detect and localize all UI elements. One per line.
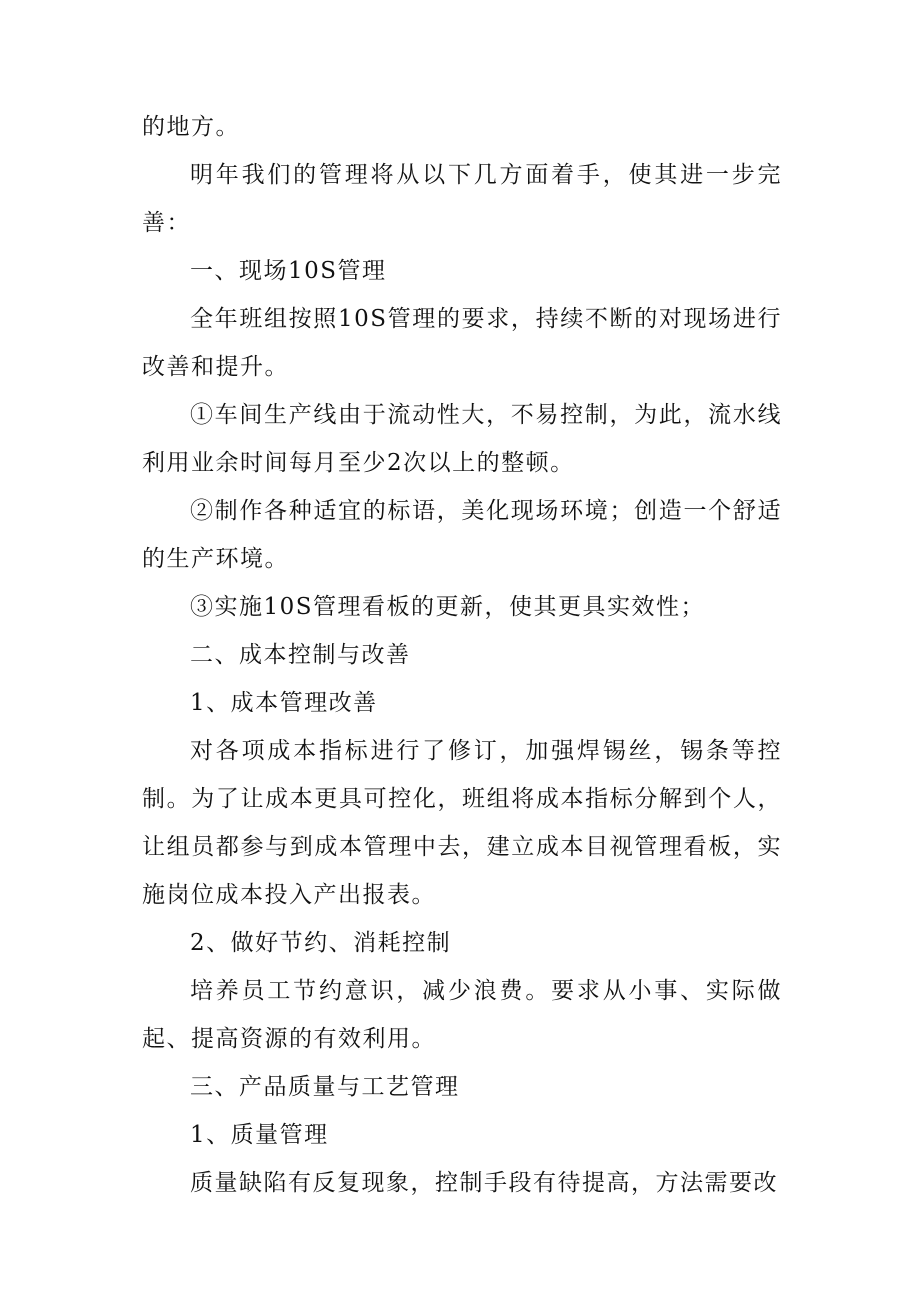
section-heading: 一、现场10S管理 — [190, 258, 387, 284]
subsection-heading: 1、成本管理改善 — [190, 690, 378, 716]
list-item: ③实施10S管理看板的更新，使其更具实效性； — [190, 594, 706, 620]
section-heading: 三、产品质量与工艺管理 — [190, 1074, 460, 1100]
paragraph: 培养员工节约意识，减少浪费。要求从小事、实际做起、提高资源的有效利用。 — [142, 978, 782, 1052]
list-item: ①车间生产线由于流动性大，不易控制，为此，流水线利用业余时间每月至少2次以上的整顿。 — [142, 402, 782, 476]
paragraph: 明年我们的管理将从以下几方面着手，使其进一步完善： — [142, 162, 782, 236]
paragraph: 质量缺陷有反复现象，控制手段有待提高，方法需要改 — [190, 1170, 778, 1196]
paragraph: 对各项成本指标进行了修订，加强焊锡丝，锡条等控制。为了让成本更具可控化，班组将成本指标分解到个人，让组员都参与到成本管理中去，建立成本目视管理看板，实施岗位成本投入产出报表。 — [142, 738, 782, 908]
list-item: ②制作各种适宜的标语，美化现场环境；创造一个舒适的生产环境。 — [142, 498, 782, 572]
paragraph: 全年班组按照10S管理的要求，持续不断的对现场进行改善和提升。 — [142, 306, 782, 380]
paragraph: 的地方。 — [142, 114, 240, 140]
subsection-heading: 1、质量管理 — [190, 1122, 329, 1148]
section-heading: 二、成本控制与改善 — [190, 642, 411, 668]
document-body — [142, 103, 782, 1207]
subsection-heading: 2、做好节约、消耗控制 — [190, 930, 452, 956]
